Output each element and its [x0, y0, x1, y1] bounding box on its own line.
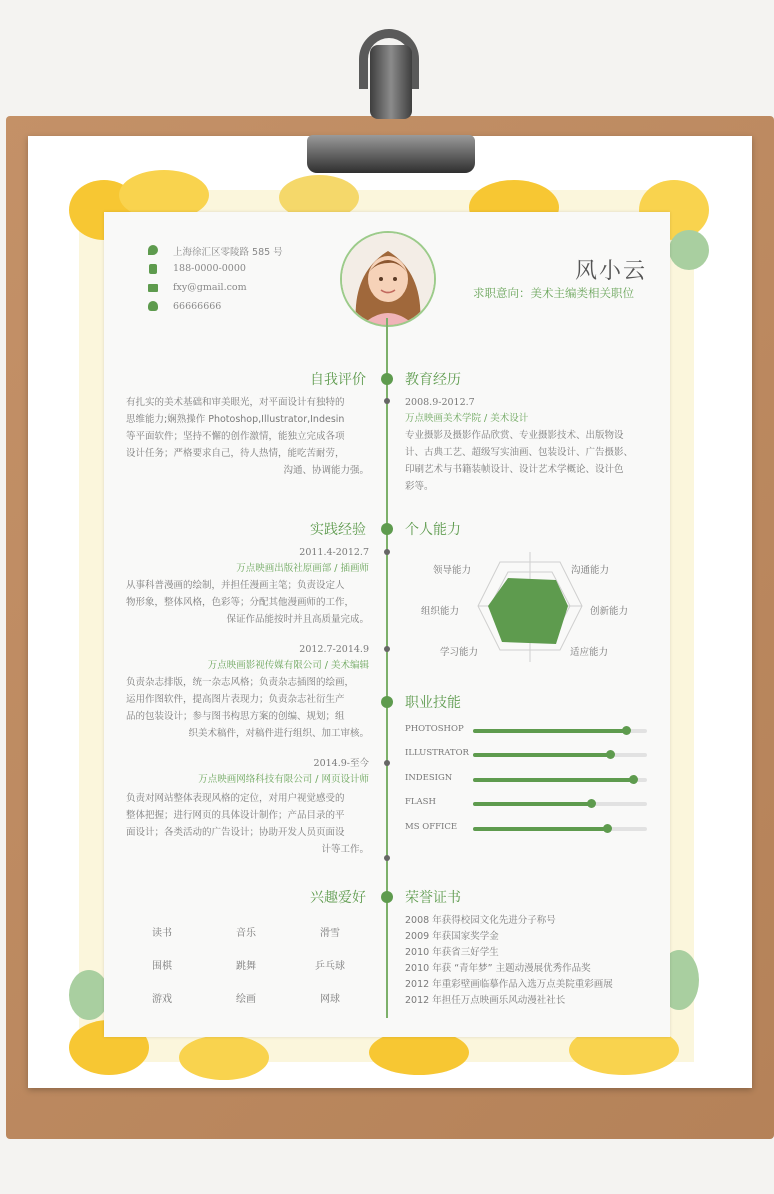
- timeline-dot: [384, 855, 390, 861]
- timeline-dot: [384, 398, 390, 404]
- hobby-item: 游戏: [152, 994, 172, 1005]
- contact-qq: 66666666: [173, 301, 222, 312]
- skill-bar-fill: [473, 729, 626, 733]
- skill-bar-fill: [473, 802, 591, 806]
- skill-label: FLASH: [405, 797, 436, 807]
- avatar: [340, 231, 436, 327]
- skills-title: 职业技能: [405, 695, 461, 711]
- job-company: 万点映画网络科技有限公司 / 网页设计师: [198, 774, 369, 785]
- contact-phone: 188-0000-0000: [173, 263, 246, 274]
- timeline-dot: [381, 523, 393, 535]
- skill-knob: [603, 824, 612, 833]
- education-school: 万点映画美术学院 / 美术设计: [405, 413, 529, 424]
- radar-label: 创新能力: [590, 606, 629, 617]
- hobby-item: 音乐: [236, 928, 256, 939]
- hobby-item: 网球: [320, 994, 340, 1005]
- timeline-dot: [384, 646, 390, 652]
- honor-item: 2009 年获国家奖学金: [405, 931, 499, 942]
- hobby-item: 乒乓球: [315, 961, 345, 972]
- skill-bar-fill: [473, 827, 607, 831]
- skill-bar: [473, 802, 647, 806]
- timeline-line: [386, 318, 388, 1018]
- skill-label: MS OFFICE: [405, 822, 458, 832]
- honor-item: 2010 年获 “青年梦” 主题动漫展优秀作品奖: [405, 963, 591, 974]
- skill-bar: [473, 778, 647, 782]
- hobby-item: 读书: [152, 928, 172, 939]
- job-description: 从事科普漫画的绘制，并担任漫画主笔；负责设定人 物形象，整体风格，色彩等；分配其他漫画师的工作， 保证作品能按时并且高质量完成。: [126, 580, 369, 625]
- radar-label: 适应能力: [570, 647, 609, 658]
- hobby-item: 绘画: [236, 994, 256, 1005]
- practice-title: 实践经验: [310, 522, 366, 538]
- timeline-dot: [381, 696, 393, 708]
- binder-clip: [307, 25, 475, 175]
- hobby-item: 围棋: [152, 961, 172, 972]
- self-eval-title: 自我评价: [310, 372, 366, 388]
- radar-label: 沟通能力: [571, 565, 610, 576]
- hobby-item: 滑雪: [320, 928, 340, 939]
- job-date: 2011.4-2012.7: [299, 547, 369, 558]
- honors-list: [405, 913, 665, 1009]
- timeline-dot: [381, 891, 393, 903]
- timeline-dot: [384, 549, 390, 555]
- job-description: 负责对网站整体表现风格的定位，对用户视觉感受的 整体把握；进行网页的具体设计制作；产品目录的平 面设计；各类活动的广告设计；协助开发人员页面设 计等工作。: [126, 793, 369, 855]
- skill-bar: [473, 753, 647, 757]
- job-description: 负责杂志排版，统一杂志风格；负责杂志插图的绘画， 运用作图软件，提高图片表现力；负责杂志社衍生产 品的包装设计；参与图书构思方案的创编、规划；组 织美术稿件，对稿件进行组织、加工审核。: [126, 677, 369, 739]
- skill-bar: [473, 729, 647, 733]
- hobby-title: 兴趣爱好: [310, 890, 366, 906]
- candidate-name: 风小云: [575, 259, 648, 284]
- honor-item: 2010 年获省三好学生: [405, 947, 499, 958]
- job-intent: 求职意向：美术主编类相关职位: [473, 286, 634, 300]
- timeline-dot: [381, 373, 393, 385]
- radar-label: 领导能力: [433, 565, 472, 576]
- contact-address: 上海徐汇区零陵路 585 号: [173, 247, 283, 258]
- honor-item: 2008 年获得校园文化先进分子称号: [405, 915, 556, 926]
- skill-label: PHOTOSHOP: [405, 724, 464, 734]
- education-text: 专业摄影及摄影作品欣赏、专业摄影技术、出版物设 计、古典工艺、超级写实油画、包装设计、广告摄影、 印刷艺术与书籍装帧设计、设计艺术学概论、设计色 彩等。: [405, 430, 634, 492]
- ability-title: 个人能力: [405, 522, 461, 538]
- timeline-dot: [384, 760, 390, 766]
- self-eval-text: 有扎实的美术基础和审美眼光，对平面设计有独特的 思维能力;娴熟操作 Photoshop,Illustrator,Indesin 等平面软件；坚持不懈的创作激情，能独立完成各项 设计任务；严格要求自己，待人热情，能吃苦耐劳， 沟通、协调能力强。: [126, 397, 369, 476]
- job-company: 万点映画影视传媒有限公司 / 美术编辑: [207, 660, 369, 671]
- skill-label: INDESIGN: [405, 773, 453, 783]
- skill-bar-fill: [473, 753, 610, 757]
- job-date: 2014.9-至今: [313, 758, 369, 769]
- education-title: 教育经历: [405, 372, 461, 388]
- honor-item: 2012 年重彩壁画临摹作品入选万点美院重彩画展: [405, 979, 613, 990]
- radar-label: 学习能力: [440, 647, 479, 658]
- job-date: 2012.7-2014.9: [299, 644, 369, 655]
- email-icon: [148, 284, 158, 292]
- location-icon: [148, 245, 158, 255]
- qq-icon: [148, 301, 158, 311]
- hobby-item: 跳舞: [236, 961, 256, 972]
- education-date: 2008.9-2012.7: [405, 397, 475, 408]
- honor-item: 2012 年担任万点映画乐风动漫社社长: [405, 995, 566, 1006]
- contact-email: fxy@gmail.com: [173, 282, 247, 293]
- skill-knob: [629, 775, 638, 784]
- skill-bar-fill: [473, 778, 633, 782]
- honors-title: 荣誉证书: [405, 890, 461, 906]
- job-company: 万点映画出版社原画部 / 插画师: [236, 563, 369, 574]
- skill-bar: [473, 827, 647, 831]
- skill-label: ILLUSTRATOR: [405, 748, 469, 758]
- radar-label: 组织能力: [421, 606, 460, 617]
- phone-icon: [149, 264, 157, 274]
